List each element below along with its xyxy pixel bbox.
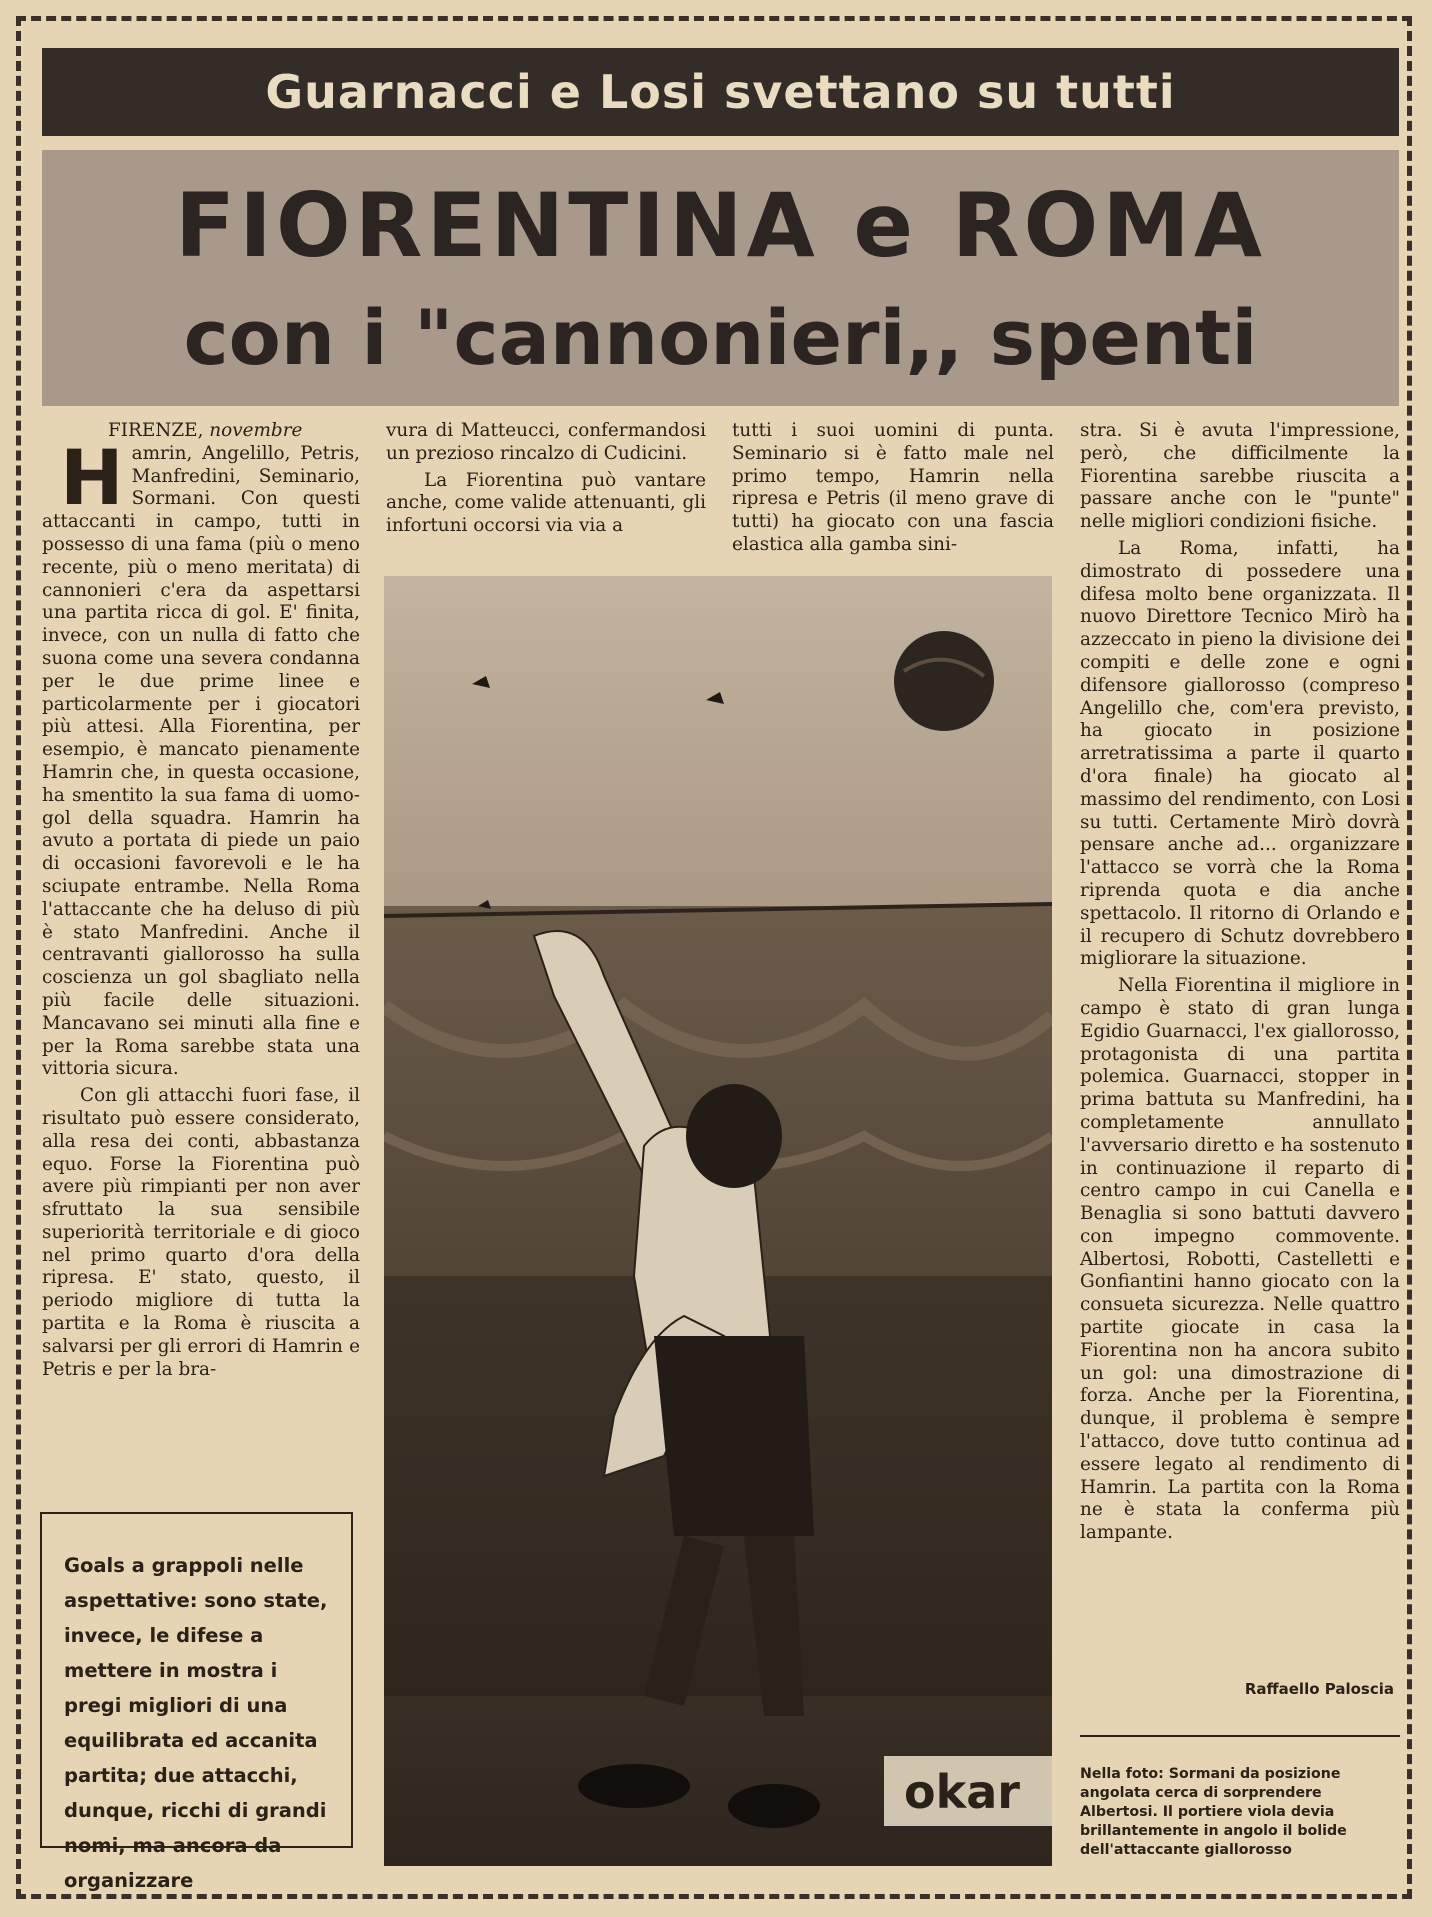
article-column-1 (42, 420, 360, 1381)
pull-quote-text: Goals a grappoli nelle aspettative: sono state, invece, le difese a mettere in mostra i pregi migliori di una equilibrata ed accanita partita; due attacchi, dunque, ricchi di grandi nomi, ma ancora da organizzare (64, 1554, 328, 1892)
headline-line-1: FIORENTINA e ROMA (175, 174, 1266, 277)
article-paragraph: stra. Si è avuta l'impressione, però, che difficilmente la Fiorentina sarebbe riuscita a passare anche con le "punte" nelle migliori condizioni fisiche. (1080, 420, 1400, 533)
article-paragraph: vura di Matteucci, confermandosi un prezioso rincalzo di Cudicini. (386, 420, 706, 464)
pull-quote-box (40, 1512, 353, 1892)
article-paragraph: La Roma, infatti, ha dimostrato di possedere una difesa molto bene organizzata. Il nuovo Direttore Tecnico Mirò ha azzeccato in pieno la divisione dei compiti e delle zone e ogni difensore giallorosso (compreso Angelillo che, com'era previsto, ha giocato in posizione arretratissima a parte il quarto d'ora finale) ha giocato al massimo del rendimento, con Losi su tutti. Certamente Mirò dovrà pensare anche ad... organizzare l'attacco se vorrà che la Roma riprenda quota e dia anche spettacolo. Il ritorno di Orlando e il recupero di Schutz dovrebbero migliorare la situazione. (1080, 537, 1400, 970)
article-column-2 (386, 420, 706, 538)
article-paragraph: amrin, Angelillo, Petris, Manfredini, Seminario, Sormani. Con questi attaccanti in campo, tutti in possesso di una fama (più o meno recente, più o meno meritata) di cannonieri c'era da aspettarsi una partita ricca di gol. E' finita, invece, con un nulla di fatto che suona come una severa condanna per le due prime linee e particolarmente per i giocatori più attesi. Alla Fiorentina, per esempio, è mancato pienamente Hamrin che, in questa occasione, ha smentito la sua fama di uomo-gol della squadra. Hamrin ha avuto a portata di piede un paio di occasioni favorevoli e le ha sciupate entrambe. Nella Roma l'attaccante che ha deluso di più è stato Manfredini. Anche il centravanti giallorosso ha sulla coscienza un gol sbagliato nella più facile delle situazioni. Mancavano sei minuti alla fine e per la Roma sarebbe stata una vittoria sicura. (42, 442, 360, 1080)
match-photo (384, 576, 1052, 1866)
article-column-4 (1080, 420, 1400, 1545)
article-paragraph: Con gli attacchi fuori fase, il risultato può essere considerato, alla resa dei conti, abbastanza equo. Forse la Fiorentina può avere più rimpianti per non aver sfruttato la sua sensibile superiorità territoriale e di gioco nel primo quarto d'ora della ripresa. E' stato, questo, il periodo migliore di tutta la partita e la Roma è riuscita a salvarsi per gli errori di Hamrin e Petris e per la bra- (42, 1085, 360, 1380)
headline-box (42, 150, 1399, 406)
kicker-banner: Guarnacci e Losi svettano su tutti (42, 48, 1399, 136)
photo-caption: Nella foto: Sormani da posizione angolata cerca di sorprendere Albertosi. Il portiere viola devia brillantemente in angolo il bolide dell'attaccante giallorosso (1080, 1766, 1347, 1858)
dateline-place: FIRENZE, (108, 420, 204, 441)
article-paragraph: Nella Fiorentina il migliore in campo è stato di gran lunga Egidio Guarnacci, l'ex giallorosso, protagonista di una partita polemica. Guarnacci, stopper in prima battuta su Manfredini, ha completamente annullato l'avversario diretto e ha sostenuto in continuazione il reparto di centro campo in cui Canella e Benaglia si sono battuti davvero con impegno commovente. Albertosi, Robotti, Castelletti e Gonfiantini hanno giocato con la consueta sicurezza. Nelle quattro partite giocate in casa la Fiorentina non ha ancora subito un gol: una dimostrazione di forza. Anche per la Fiorentina, dunque, il problema è sempre l'attacco, dove tutto continua ad essere legato al rendimento di Hamrin. La partita con la Roma ne è stata la conferma più lampante. (1080, 975, 1400, 1544)
headline-line-2: con i "cannonieri,, spenti (183, 293, 1258, 382)
article-paragraph: La Fiorentina può vantare anche, come valide attenuanti, gli infortuni occorsi via via a (386, 469, 706, 537)
goalkeeper-photo-illustration (384, 576, 1052, 1866)
author-byline: Raffaello Paloscia (1244, 1680, 1394, 1698)
stadium-banner-text: okar (904, 1765, 1020, 1819)
caption-divider (1080, 1735, 1400, 1737)
dateline-month: novembre (209, 420, 303, 441)
drop-cap: H (60, 432, 124, 522)
article-column-3 (732, 420, 1054, 557)
article-paragraph: tutti i suoi uomini di punta. Seminario si è fatto male nel primo tempo, Hamrin nella ripresa e Petris (il meno grave di tutti) ha giocato con una fascia elastica alla gamba sini- (732, 420, 1054, 555)
